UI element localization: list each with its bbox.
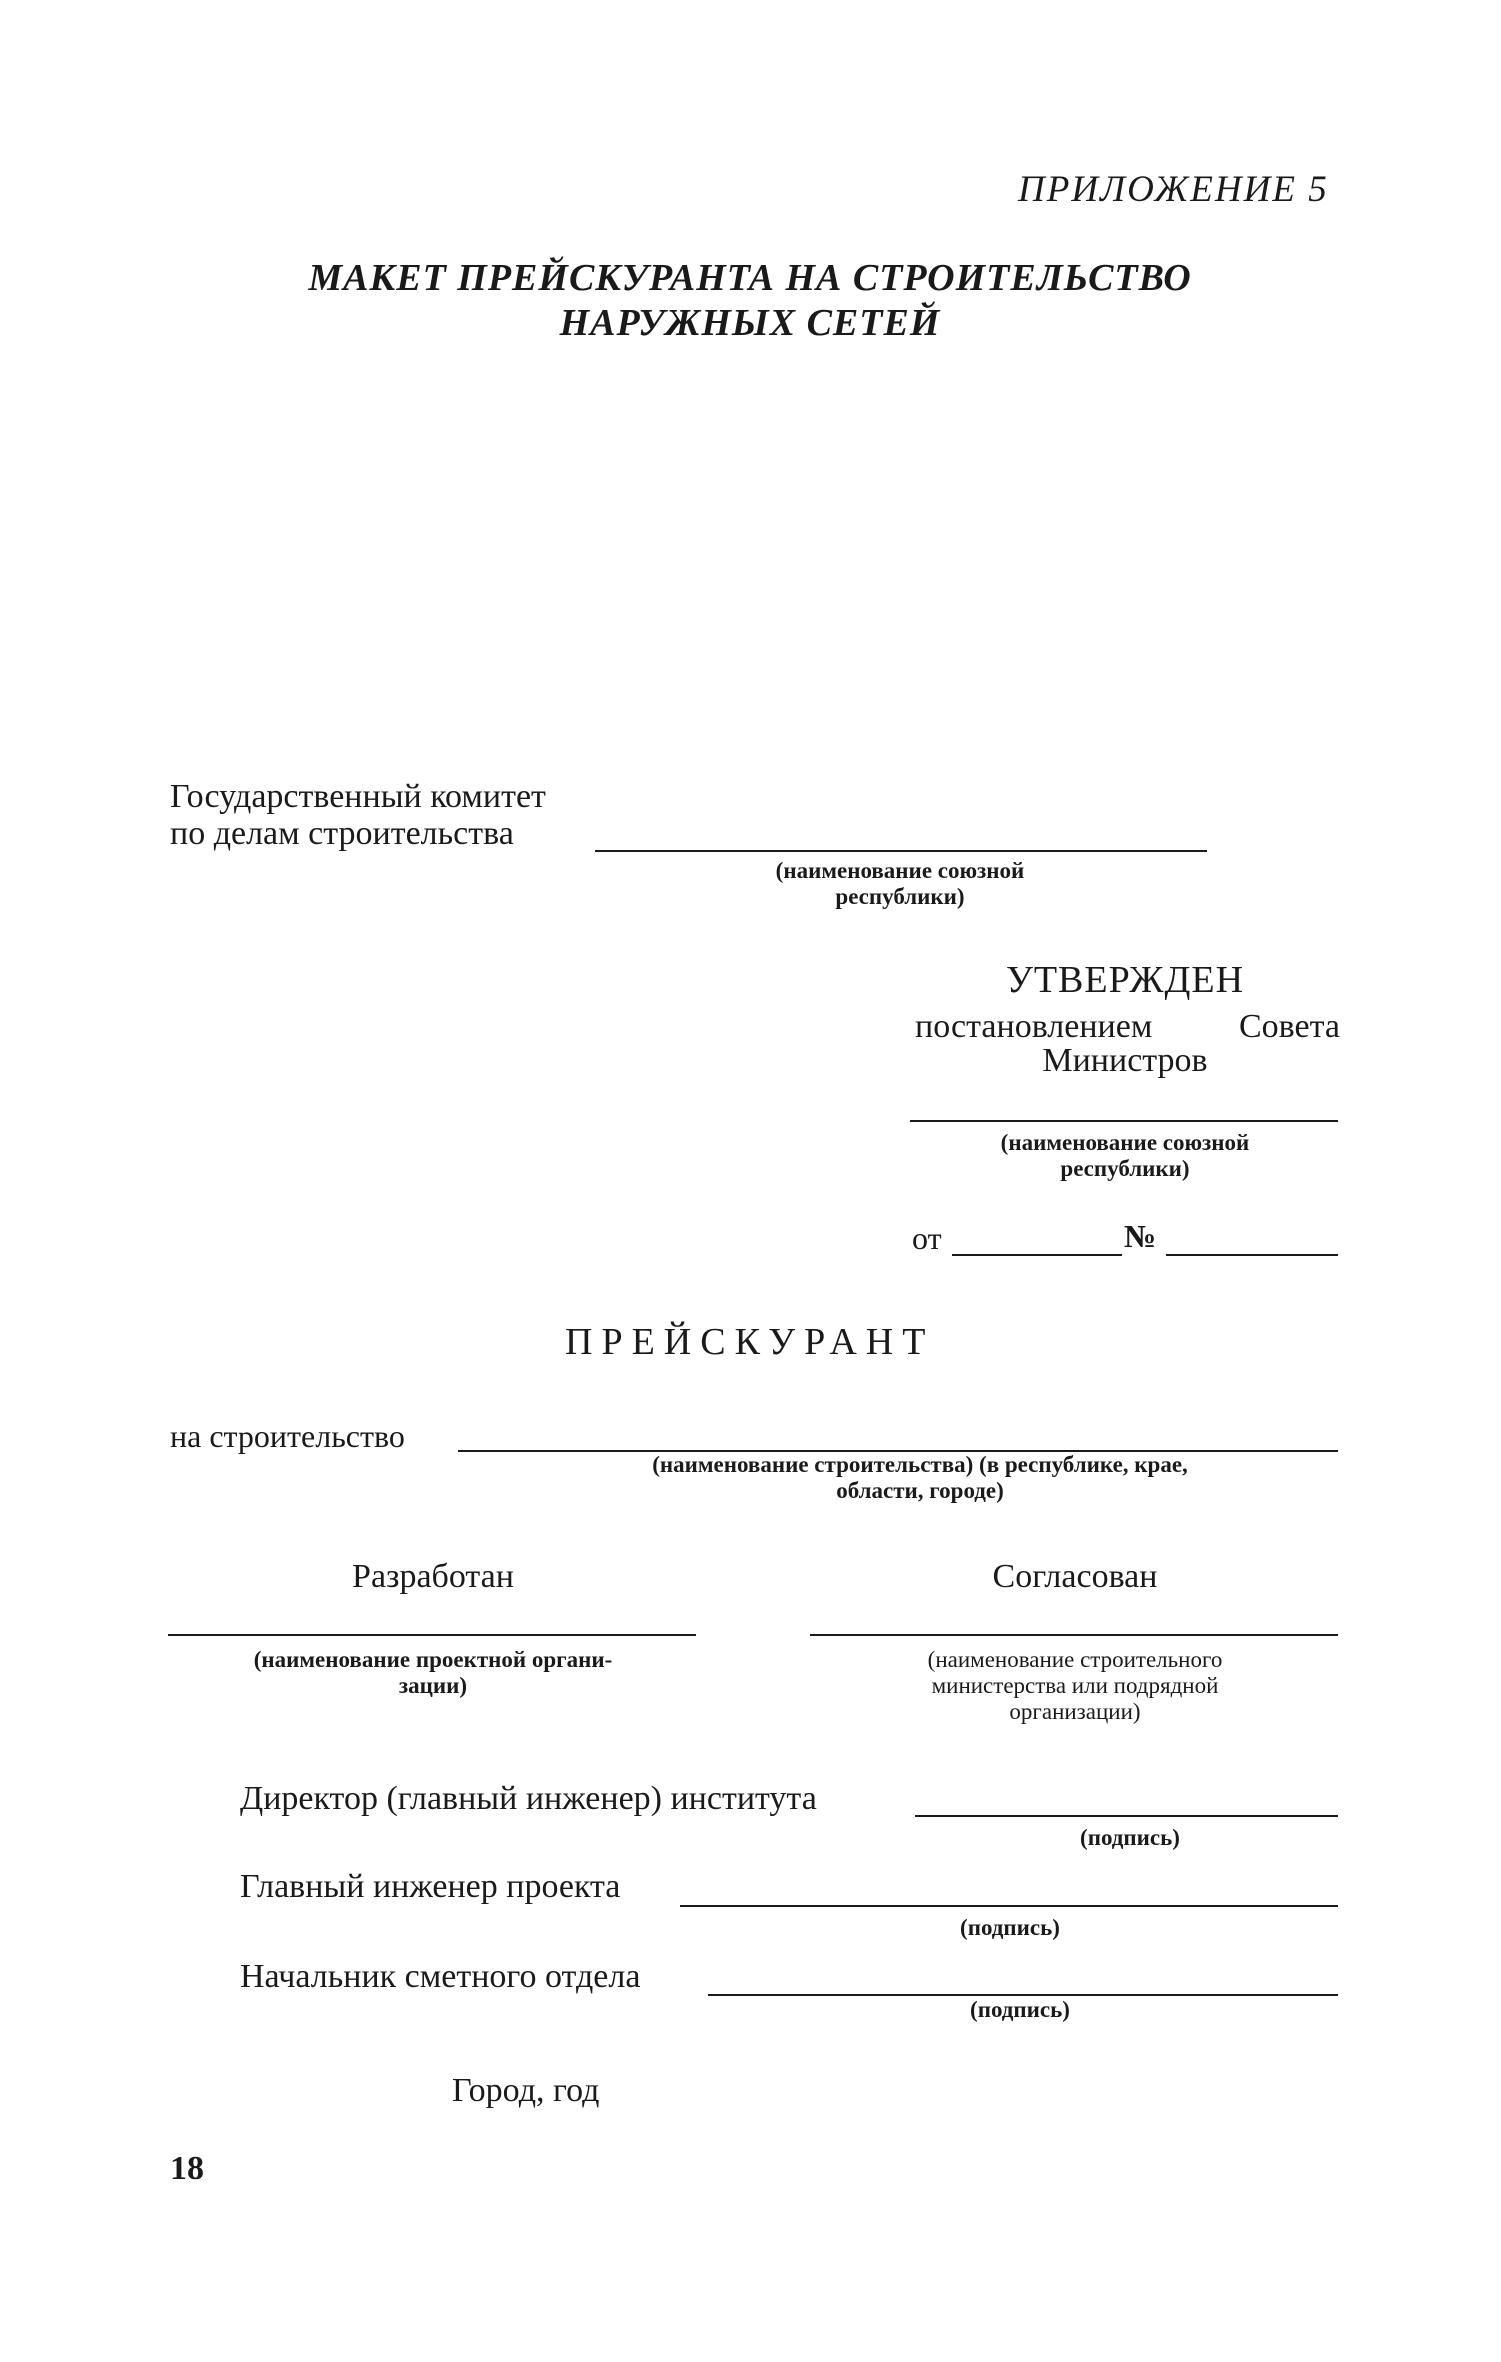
approved-heading: УТВЕРЖДЕН [1005, 959, 1245, 1001]
committee-line1: Государственный комитет [170, 778, 546, 815]
date-field[interactable] [952, 1254, 1122, 1256]
document-title-line1: МАКЕТ ПРЕЙСКУРАНТА НА СТРОИТЕЛЬСТВО [308, 257, 1192, 299]
signature-estimates-head-field[interactable] [708, 1994, 1338, 1996]
union-republic-caption: (наименование союзной республики) [775, 858, 1025, 909]
signature-estimates-head-label: Начальник сметного отдела [240, 1958, 641, 1995]
construction-label: на строительство [170, 1418, 405, 1454]
construction-caption: (наименование строительства) (в республике, крае, области, городе) [652, 1452, 1188, 1503]
signature-estimates-head-caption: (подпись) [970, 1997, 1070, 2022]
city-year: Город, год [452, 2072, 600, 2109]
signature-chief-engineer-field[interactable] [680, 1905, 1338, 1907]
agreed-caption: (наименование строительного министерства или подрядной организации) [927, 1647, 1223, 1724]
approved-by-line2: Министров [1042, 1042, 1208, 1079]
developed-caption: (наименование проектной органи- зации) [253, 1647, 613, 1698]
developed-org-field[interactable] [168, 1634, 696, 1636]
approved-republic-field[interactable] [910, 1120, 1338, 1122]
signature-director-label: Директор (главный инженер) института [240, 1780, 817, 1817]
signature-director-caption: (подпись) [1080, 1825, 1180, 1850]
price-list-heading: ПРЕЙСКУРАНТ [565, 1321, 935, 1363]
date-label: от [912, 1220, 942, 1256]
approved-by-line1: постановлением Совета [915, 1008, 1340, 1045]
developed-label: Разработан [352, 1558, 514, 1595]
signature-chief-engineer-label: Главный инженер проекта [240, 1868, 621, 1905]
appendix-label: ПРИЛОЖЕНИЕ 5 [1018, 169, 1329, 210]
page-number: 18 [170, 2150, 204, 2187]
committee-line2: по делам строительства [170, 815, 514, 852]
agreed-org-field[interactable] [810, 1634, 1338, 1636]
document-title-line2: НАРУЖНЫХ СЕТЕЙ [559, 302, 941, 344]
signature-director-field[interactable] [915, 1815, 1338, 1817]
number-label: № [1124, 1218, 1157, 1254]
union-republic-field[interactable] [595, 850, 1207, 852]
approved-caption: (наименование союзной республики) [1000, 1130, 1250, 1181]
signature-chief-engineer-caption: (подпись) [960, 1915, 1060, 1940]
number-field[interactable] [1166, 1254, 1338, 1256]
agreed-label: Согласован [992, 1558, 1158, 1595]
